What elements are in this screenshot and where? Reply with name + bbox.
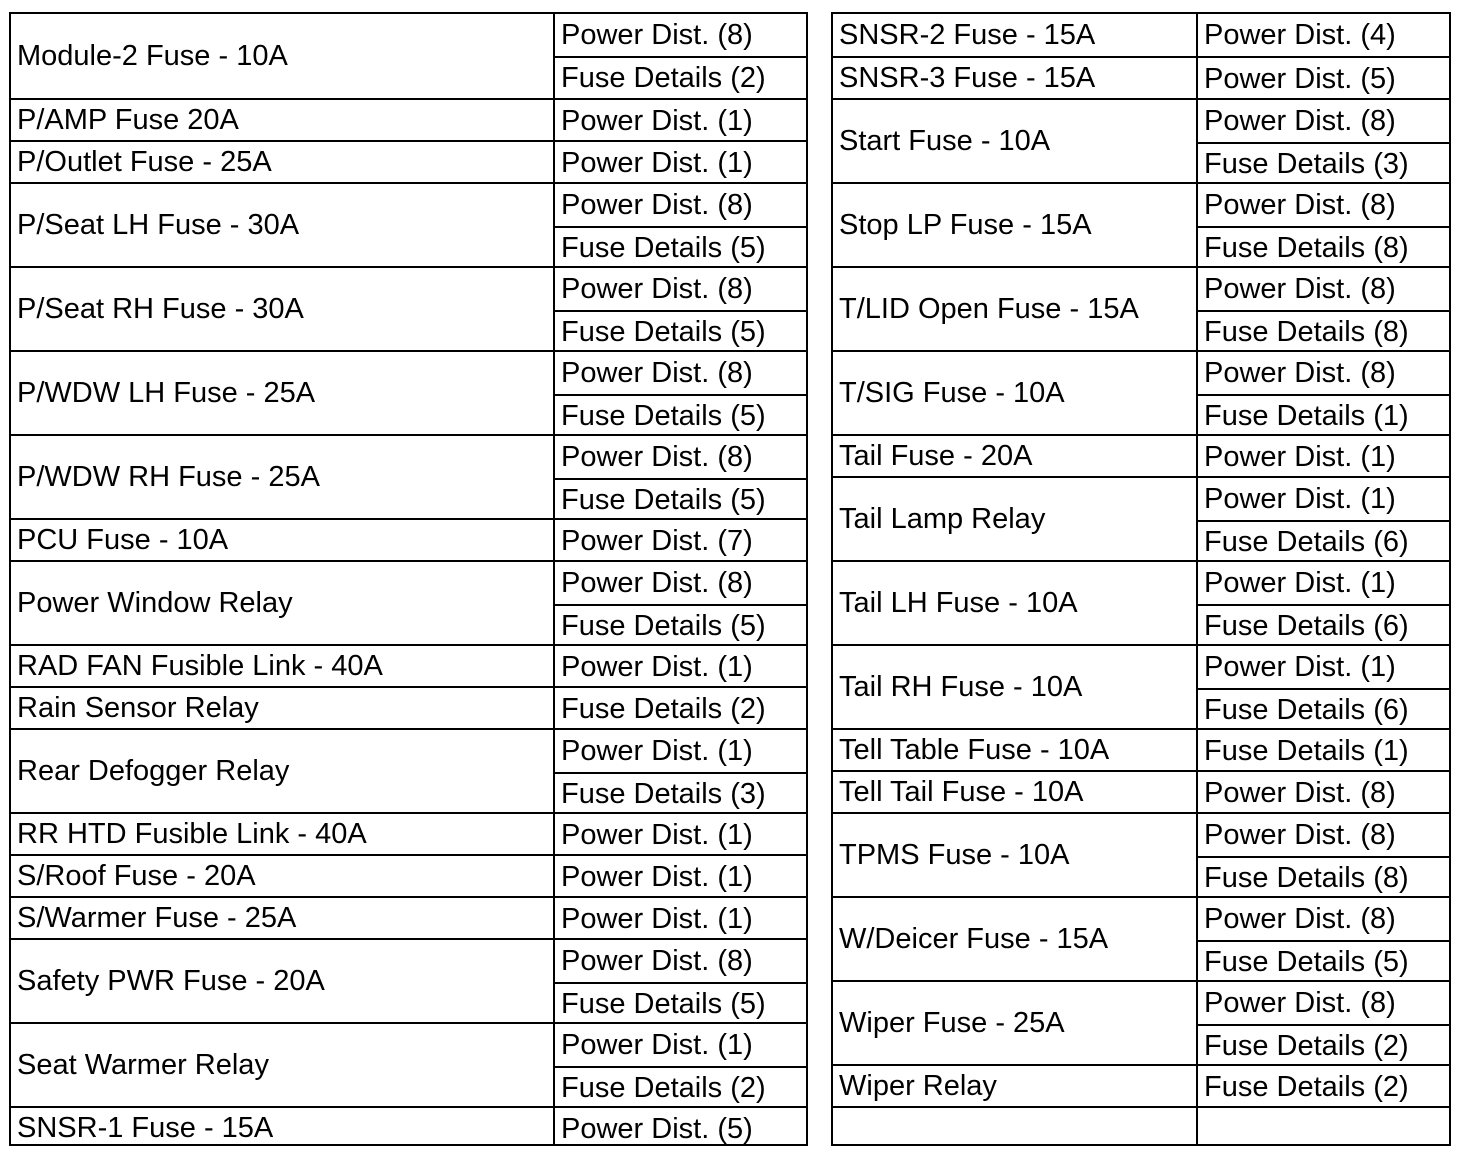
- reference-cell: Power Dist. (1): [1204, 566, 1396, 599]
- fuse-name: PCU Fuse - 10A: [17, 523, 229, 556]
- reference-cells: [555, 940, 806, 1022]
- fuse-name: Tail Lamp Relay: [839, 502, 1046, 535]
- fuse-entry: [833, 896, 1449, 980]
- reference-cells: [555, 352, 806, 434]
- reference-cell: Power Dist. (1): [1204, 440, 1396, 473]
- reference-cell: Fuse Details (2): [555, 56, 806, 98]
- fuse-name: Wiper Relay: [839, 1069, 997, 1102]
- fuse-name: Module-2 Fuse - 10A: [17, 39, 288, 72]
- fuse-name: Tail Fuse - 20A: [839, 439, 1033, 472]
- reference-cell: Fuse Details (8): [1198, 226, 1449, 268]
- fuse-name: Start Fuse - 10A: [839, 124, 1051, 157]
- fuse-name: P/AMP Fuse 20A: [17, 103, 239, 136]
- reference-cell: Power Dist. (1): [561, 650, 753, 683]
- fuse-name: Stop LP Fuse - 15A: [839, 208, 1092, 241]
- reference-cell: Power Dist. (8): [1204, 356, 1396, 389]
- reference-cells: [555, 562, 806, 644]
- fuse-name: P/Seat RH Fuse - 30A: [17, 292, 304, 325]
- fuse-name: Tail RH Fuse - 10A: [839, 670, 1083, 703]
- fuse-name: Wiper Fuse - 25A: [839, 1006, 1065, 1039]
- reference-cell: Power Dist. (1): [561, 104, 753, 137]
- reference-cell: Power Dist. (8): [1204, 104, 1396, 137]
- reference-cells: [1198, 268, 1449, 350]
- fuse-entry: [833, 434, 1449, 476]
- reference-cell: Power Dist. (8): [561, 188, 753, 221]
- fuse-entry: [833, 560, 1449, 644]
- fuse-entry: [833, 14, 1449, 56]
- reference-cell: Fuse Details (1): [1198, 394, 1449, 436]
- fuse-name: T/LID Open Fuse - 15A: [839, 292, 1139, 325]
- fuse-entry: [833, 476, 1449, 560]
- fuse-name: TPMS Fuse - 10A: [839, 838, 1070, 871]
- reference-cells: [555, 142, 806, 182]
- fuse-name: P/WDW LH Fuse - 25A: [17, 376, 316, 409]
- fuse-entry: [11, 644, 806, 686]
- reference-cells: [1198, 982, 1449, 1064]
- fuse-entry: [833, 1064, 1449, 1106]
- reference-cell: Fuse Details (2): [555, 1066, 806, 1108]
- reference-cells: [1198, 730, 1449, 770]
- reference-cell: Fuse Details (5): [555, 310, 806, 352]
- reference-cell: Fuse Details (6): [1198, 520, 1449, 562]
- reference-cells: [1198, 814, 1449, 896]
- reference-cells: [555, 14, 806, 98]
- column-divider: [553, 14, 555, 1144]
- reference-cell: Fuse Details (5): [555, 226, 806, 268]
- reference-cells: [1198, 646, 1449, 728]
- right-table-body: [833, 14, 1449, 1144]
- reference-cells: [555, 688, 806, 728]
- fuse-entry: [833, 350, 1449, 434]
- reference-cell: Fuse Details (5): [555, 478, 806, 520]
- reference-cell: Fuse Details (1): [1204, 734, 1409, 767]
- reference-cell: Fuse Details (5): [1198, 940, 1449, 982]
- reference-cell: Fuse Details (6): [1198, 688, 1449, 730]
- fuse-name: Rain Sensor Relay: [17, 691, 259, 724]
- fuse-name: Tell Tail Fuse - 10A: [839, 775, 1084, 808]
- fuse-name: Tail LH Fuse - 10A: [839, 586, 1078, 619]
- reference-cell: Power Dist. (1): [1204, 482, 1396, 515]
- fuse-entry: [11, 812, 806, 854]
- fuse-name: S/Roof Fuse - 20A: [17, 859, 256, 892]
- fuse-name: S/Warmer Fuse - 25A: [17, 901, 297, 934]
- reference-cells: [1198, 436, 1449, 476]
- fuse-entry: [833, 644, 1449, 728]
- fuse-name: SNSR-3 Fuse - 15A: [839, 61, 1096, 94]
- fuse-entry: [11, 434, 806, 518]
- reference-cell: Fuse Details (8): [1198, 856, 1449, 898]
- reference-cells: [1198, 478, 1449, 560]
- reference-cells: [555, 520, 806, 560]
- column-divider: [1196, 14, 1198, 1144]
- reference-cell: Power Dist. (8): [561, 440, 753, 473]
- reference-cell: Fuse Details (6): [1198, 604, 1449, 646]
- fuse-entry: [11, 854, 806, 896]
- reference-cells: [555, 436, 806, 518]
- fuse-name: P/WDW RH Fuse - 25A: [17, 460, 320, 493]
- right-fuse-table: [831, 12, 1451, 1146]
- fuse-entry: [11, 938, 806, 1022]
- reference-cells: [555, 268, 806, 350]
- reference-cells: [555, 856, 806, 896]
- reference-cell: Power Dist. (1): [561, 734, 753, 767]
- reference-cells: [1198, 772, 1449, 812]
- fuse-name: Safety PWR Fuse - 20A: [17, 964, 325, 997]
- fuse-entry: [11, 1106, 806, 1148]
- reference-cells: [555, 898, 806, 938]
- left-fuse-table: [9, 12, 808, 1146]
- reference-cells: [555, 1108, 806, 1148]
- reference-cells: [555, 184, 806, 266]
- reference-cell: Power Dist. (5): [561, 1112, 753, 1145]
- reference-cells: [555, 814, 806, 854]
- fuse-name: Rear Defogger Relay: [17, 754, 290, 787]
- fuse-name: P/Seat LH Fuse - 30A: [17, 208, 300, 241]
- fuse-entry: [833, 1106, 1449, 1148]
- reference-cell: Power Dist. (8): [561, 356, 753, 389]
- fuse-entry: [833, 266, 1449, 350]
- reference-cell: Power Dist. (8): [1204, 188, 1396, 221]
- fuse-name: P/Outlet Fuse - 25A: [17, 145, 272, 178]
- reference-cells: [555, 730, 806, 812]
- reference-cell: Power Dist. (8): [561, 18, 753, 51]
- reference-cell: Fuse Details (2): [561, 692, 766, 725]
- reference-cell: Fuse Details (2): [1204, 1070, 1409, 1103]
- reference-cell: Power Dist. (5): [1204, 62, 1396, 95]
- reference-cell: Power Dist. (1): [561, 860, 753, 893]
- reference-cell: Power Dist. (8): [1204, 818, 1396, 851]
- fuse-name: [839, 1108, 1194, 1148]
- fuse-entry: [11, 350, 806, 434]
- fuse-entry: [11, 140, 806, 182]
- fuse-name: RAD FAN Fusible Link - 40A: [17, 649, 383, 682]
- fuse-name: W/Deicer Fuse - 15A: [839, 922, 1109, 955]
- fuse-entry: [833, 980, 1449, 1064]
- reference-cells: [1198, 898, 1449, 980]
- reference-cell: [1198, 1108, 1449, 1150]
- reference-cell: Power Dist. (1): [1204, 650, 1396, 683]
- reference-cells: [1198, 58, 1449, 98]
- reference-cell: Power Dist. (8): [1204, 272, 1396, 305]
- reference-cell: Power Dist. (1): [561, 902, 753, 935]
- fuse-entry: [833, 770, 1449, 812]
- fuse-entry: [11, 728, 806, 812]
- reference-cells: [1198, 184, 1449, 266]
- fuse-entry: [11, 686, 806, 728]
- fuse-name: T/SIG Fuse - 10A: [839, 376, 1065, 409]
- reference-cells: [1198, 352, 1449, 434]
- reference-cell: Power Dist. (4): [1204, 18, 1396, 51]
- reference-cell: Power Dist. (1): [561, 146, 753, 179]
- fuse-entry: [833, 728, 1449, 770]
- reference-cell: Fuse Details (5): [555, 982, 806, 1024]
- reference-cell: Power Dist. (1): [561, 818, 753, 851]
- reference-cell: Power Dist. (8): [561, 566, 753, 599]
- fuse-entry: [11, 14, 806, 98]
- reference-cell: Fuse Details (8): [1198, 310, 1449, 352]
- fuse-entry: [11, 182, 806, 266]
- reference-cells: [1198, 14, 1449, 56]
- reference-cell: Fuse Details (5): [555, 394, 806, 436]
- fuse-entry: [11, 1022, 806, 1106]
- reference-cell: Fuse Details (5): [555, 604, 806, 646]
- fuse-entry: [833, 98, 1449, 182]
- reference-cells: [555, 646, 806, 686]
- fuse-entry: [11, 98, 806, 140]
- reference-cell: Fuse Details (3): [1198, 142, 1449, 184]
- reference-cells: [1198, 100, 1449, 182]
- fuse-entry: [11, 896, 806, 938]
- reference-cells: [555, 100, 806, 140]
- fuse-name: Power Window Relay: [17, 586, 293, 619]
- reference-cell: Power Dist. (7): [561, 524, 753, 557]
- fuse-name: Seat Warmer Relay: [17, 1048, 269, 1081]
- fuse-entry: [11, 518, 806, 560]
- fuse-entry: [11, 266, 806, 350]
- reference-cell: Power Dist. (8): [1204, 986, 1396, 1019]
- fuse-name: RR HTD Fusible Link - 40A: [17, 817, 367, 850]
- fuse-entry: [833, 812, 1449, 896]
- fuse-entry: [11, 560, 806, 644]
- fuse-entry: [833, 182, 1449, 266]
- reference-cells: [1198, 562, 1449, 644]
- reference-cell: Fuse Details (2): [1198, 1024, 1449, 1066]
- reference-cell: Power Dist. (1): [561, 1028, 753, 1061]
- reference-cells: [1198, 1066, 1449, 1106]
- reference-cell: Power Dist. (8): [561, 272, 753, 305]
- fuse-name: SNSR-2 Fuse - 15A: [839, 18, 1096, 51]
- reference-cell: Power Dist. (8): [561, 944, 753, 977]
- reference-cell: Fuse Details (3): [555, 772, 806, 814]
- left-table-body: [11, 14, 806, 1144]
- fuse-name: Tell Table Fuse - 10A: [839, 733, 1110, 766]
- reference-cells: [555, 1024, 806, 1106]
- fuse-entry: [833, 56, 1449, 98]
- fuse-name: SNSR-1 Fuse - 15A: [17, 1111, 274, 1144]
- reference-cells: [1198, 1108, 1449, 1148]
- reference-cell: Power Dist. (8): [1204, 776, 1396, 809]
- reference-cell: Power Dist. (8): [1204, 902, 1396, 935]
